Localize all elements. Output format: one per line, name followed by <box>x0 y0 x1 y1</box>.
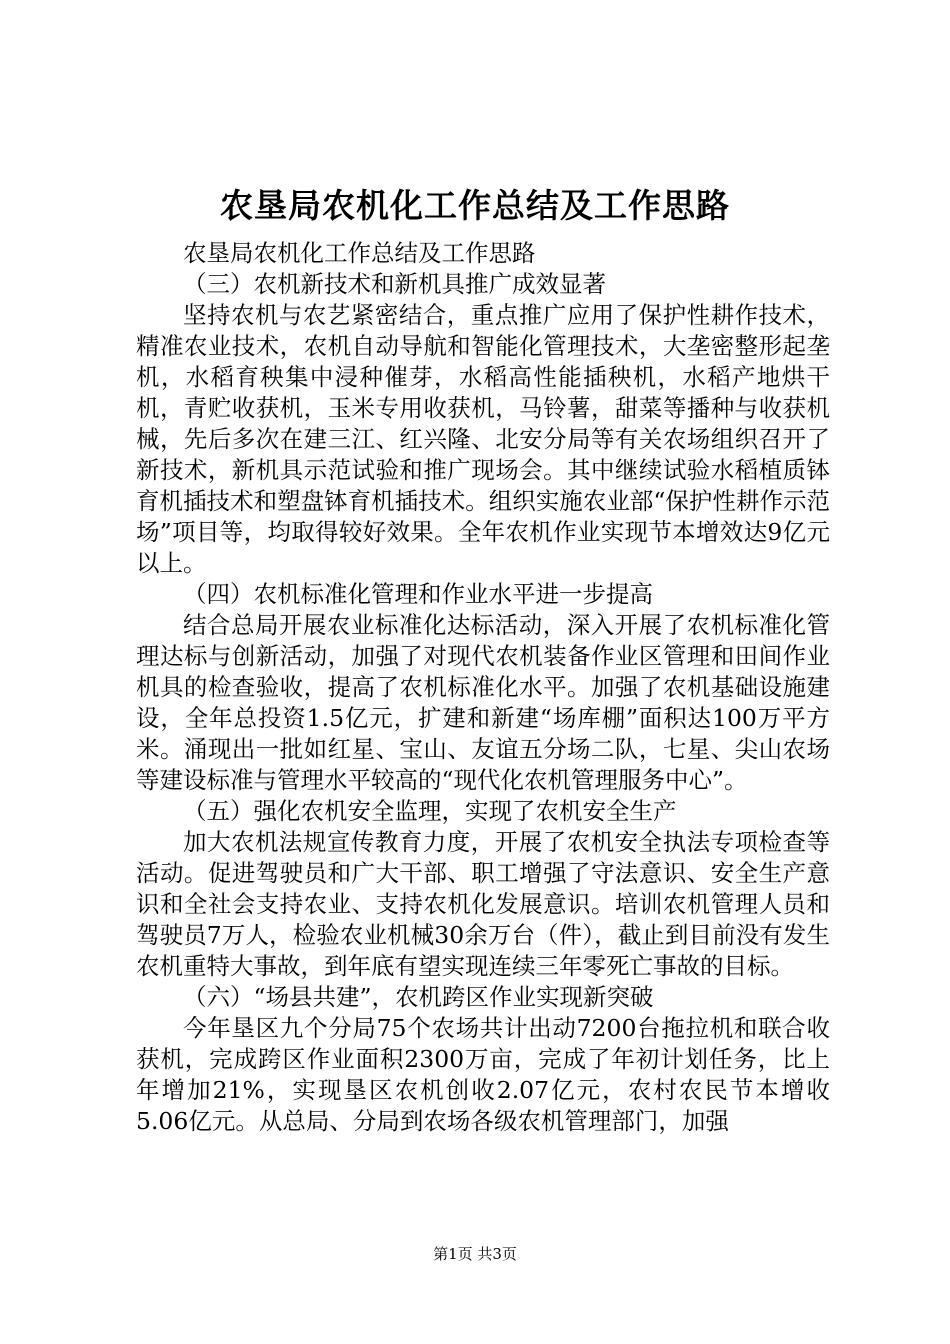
body-paragraph: 结合总局开展农业标准化达标活动，深入开展了农机标准化管理达标与创新活动，加强了对现代农机装备作业区管理和田间作业机具的检查验收，提高了农机标准化水平。加强了农机基础设施建设，全年总投资1.5亿元，扩建和新建“场库棚”面积达100万平方米。涌现出一批如红星、宝山、友谊五分场二队，七星、尖山农场等建设标准与管理水平较高的“现代化农机管理服务中心”。 <box>136 611 830 794</box>
body-paragraph: 加大农机法规宣传教育力度，开展了农机安全执法专项检查等活动。促进驾驶员和广大干部、职工增强了守法意识、安全生产意识和全社会支持农业、支持农机化发展意识。培训农机管理人员和驾驶员7万人，检验农业机械30余万台（件），截止到目前没有发生农机重特大事故，到年底有望实现连续三年零死亡事故的目标。 <box>136 828 830 980</box>
section-heading-4: （四）农机标准化管理和作业水平进一步提高 <box>183 580 653 608</box>
page-number-footer: 第1页 共3页 <box>433 1245 517 1263</box>
document-title: 农垦局农机化工作总结及工作思路 <box>220 186 730 225</box>
subtitle-paragraph: 农垦局农机化工作总结及工作思路 <box>183 239 536 267</box>
body-paragraph: 坚持农机与农艺紧密结合，重点推广应用了保护性耕作技术，精准农业技术，农机自动导航和智能化管理技术，大垄密整形起垄机，水稻育秧集中浸种催芽，水稻高性能插秧机，水稻产地烘干机，青贮收获机，玉米专用收获机，马铃薯，甜菜等播种与收获机械，先后多次在建三江、红兴隆、北安分局等有关农场组织召开了新技术，新机具示范试验和推广现场会。其中继续试验水稻植质钵育机插技术和塑盘钵育机插技术。组织实施农业部“保护性耕作示范场”项目等，均取得较好效果。全年农机作业实现节本增效达9亿元以上。 <box>136 301 830 577</box>
document-body <box>136 238 830 1137</box>
section-heading-5: （五）强化农机安全监理，实现了农机安全生产 <box>183 797 677 825</box>
body-paragraph: 今年垦区九个分局75个农场共计出动7200台拖拉机和联合收获机，完成跨区作业面积2300万亩，完成了年初计划任务，比上年增加21%，实现垦区农机创收2.07亿元，农村农民节本增收5.06亿元。从总局、分局到农场各级农机管理部门，加强 <box>136 1014 830 1135</box>
section-heading-3: （三）农机新技术和新机具推广成效显著 <box>183 270 606 298</box>
section-heading-6: （六）“场县共建”，农机跨区作业实现新突破 <box>183 983 654 1011</box>
